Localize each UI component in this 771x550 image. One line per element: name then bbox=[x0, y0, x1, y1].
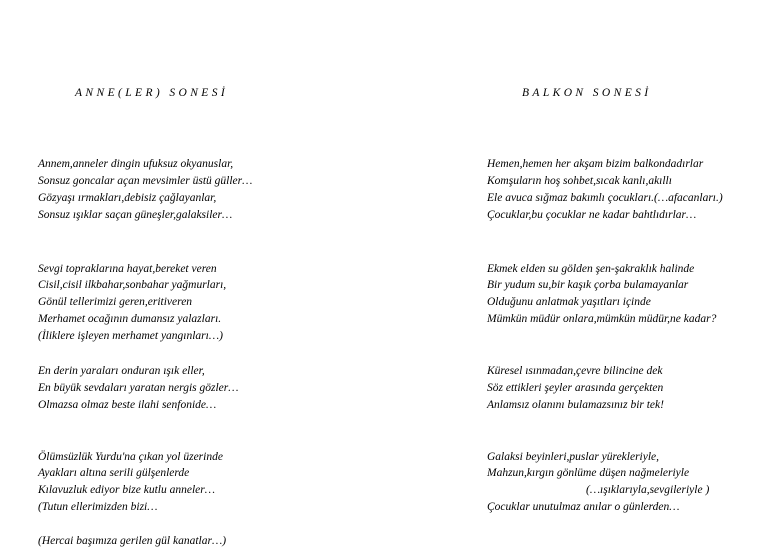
poem-line: (Hercai başımıza gerilen gül kanatlar…) bbox=[38, 535, 227, 547]
poem-line: Sevgi topraklarına hayat,bereket veren bbox=[38, 263, 217, 275]
poem-line: Ele avuca sığmaz bakımlı çocukları.(…afacanları.) bbox=[487, 192, 723, 204]
poem-line: Küresel ısınmadan,çevre bilincine dek bbox=[487, 365, 663, 377]
poem-line: Komşuların hoş sohbet,sıcak kanlı,akıllı bbox=[487, 175, 672, 187]
poem-line: (…ışıklarıyla,sevgileriyle ) bbox=[586, 484, 710, 496]
poem-line: Kılavuzluk ediyor bize kutlu anneler… bbox=[38, 484, 215, 496]
poem-line: (Tutun ellerimizden bizi… bbox=[38, 501, 158, 513]
poem-line: Gözyaşı ırmakları,debisiz çağlayanlar, bbox=[38, 192, 217, 204]
poem-line: Olmazsa olmaz beste ilahi senfonide… bbox=[38, 399, 217, 411]
poem-line: Ekmek elden su gölden şen-şakraklık halinde bbox=[487, 263, 695, 275]
poem-line: En derin yaraları onduran ışık eller, bbox=[38, 365, 205, 377]
poem-line: Hemen,hemen her akşam bizim balkondadırlar bbox=[487, 158, 704, 170]
poem-line: Çocuklar unutulmaz anılar o günlerden… bbox=[487, 501, 680, 513]
poem-line: Sonsuz goncalar açan mevsimler üstü güller… bbox=[38, 175, 253, 187]
poem-line: Bir yudum su,bir kaşık çorba bulamayanlar bbox=[487, 279, 689, 291]
poem-line: Ölümsüzlük Yurdu'na çıkan yol üzerinde bbox=[38, 451, 223, 463]
poem-line: En büyük sevdaları yaratan nergis gözler… bbox=[38, 382, 239, 394]
poem-line: Annem,anneler dingin ufuksuz okyanuslar, bbox=[38, 158, 234, 170]
poem-line: Mahzun,kırgın gönlüme düşen nağmeleriyle bbox=[487, 467, 690, 479]
poem-line: Çocuklar,bu çocuklar ne kadar bahtlıdırlar… bbox=[487, 209, 697, 221]
poem-line: Olduğunu anlatmak yaşıtları içinde bbox=[487, 296, 651, 308]
poem-line: Sonsuz ışıklar saçan güneşler,galaksiler… bbox=[38, 209, 233, 221]
poem-line: Galaksi beyinleri,puslar yürekleriyle, bbox=[487, 451, 660, 463]
poem-line: Ayakları altına serili gülşenlerde bbox=[38, 467, 190, 479]
poem-line: Anlamsız olanını bulamazsınız bir tek! bbox=[487, 399, 664, 411]
right-poem-title: BALKON SONESİ bbox=[522, 87, 652, 99]
poem-line: Söz ettikleri şeyler arasında gerçekten bbox=[487, 382, 664, 394]
poem-line: Merhamet ocağının dumansız yalazları. bbox=[38, 313, 222, 325]
poem-line: (İliklere işleyen merhamet yangınları…) bbox=[38, 330, 223, 342]
poem-line: Cisil,cisil ilkbahar,sonbahar yağmurları, bbox=[38, 279, 227, 291]
poem-line: Mümkün müdür onlara,mümkün müdür,ne kadar? bbox=[487, 313, 717, 325]
left-poem-title: ANNE(LER) SONESİ bbox=[75, 87, 229, 99]
poem-line: Gönül tellerimizi geren,eritiveren bbox=[38, 296, 193, 308]
